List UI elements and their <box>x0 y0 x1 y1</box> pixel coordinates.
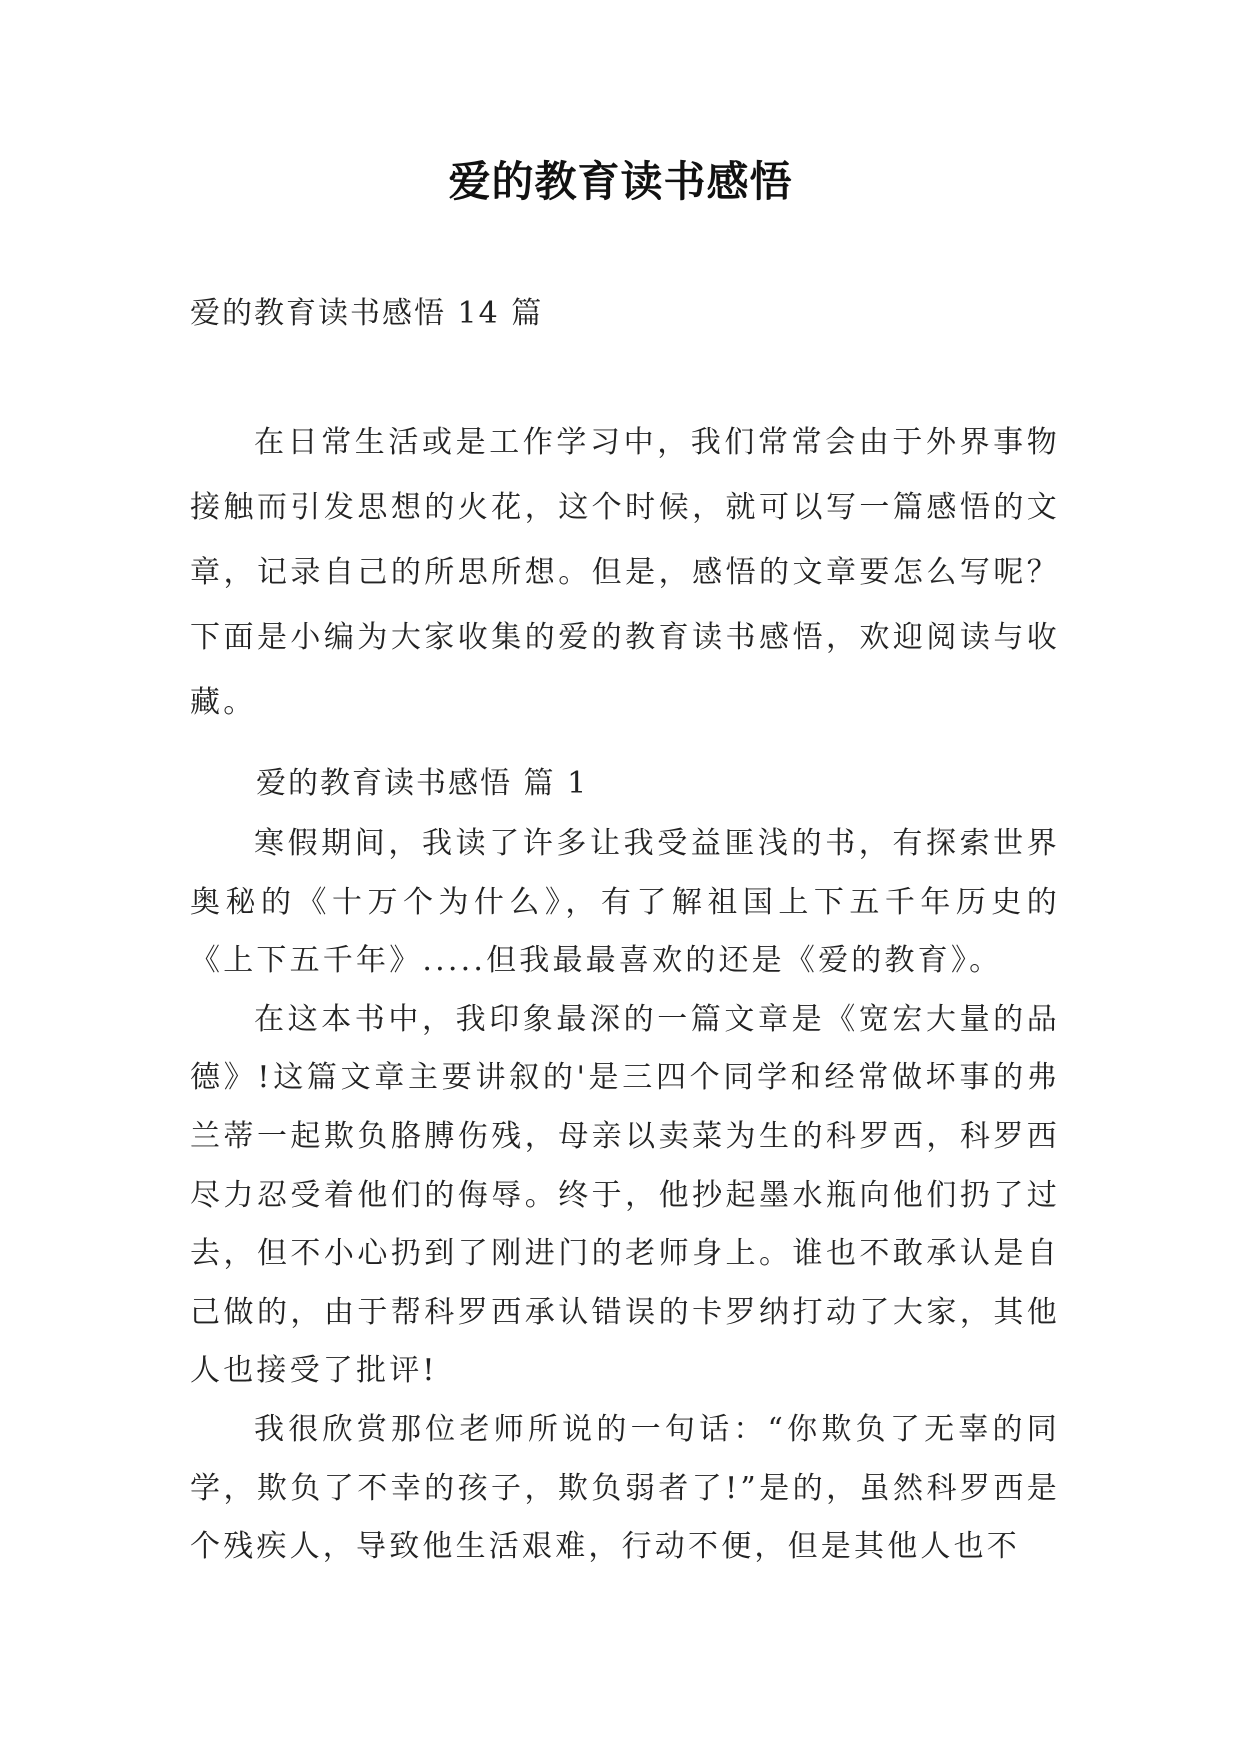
intro-paragraph: 在日常生活或是工作学习中，我们常常会由于外界事物接触而引发思想的火花，这个时候，就可以写一篇感悟的文章，记录自己的所思所想。但是，感悟的文章要怎么写呢？下面是小编为大家收集的爱的教育读书感悟，欢迎阅读与收藏。 <box>190 425 1060 720</box>
section-heading: 爱的教育读书感悟 篇 1 <box>256 766 589 801</box>
body-paragraph: 寒假期间，我读了许多让我受益匪浅的书，有探索世界奥秘的《十万个为什么》，有了解祖国上下五千年历史的《上下五千年》.....但我最最喜欢的还是《爱的教育》。 <box>190 826 1060 979</box>
section-body <box>190 815 1060 1577</box>
body-paragraph: 在这本书中，我印象最深的一篇文章是《宽宏大量的品德》!这篇文章主要讲叙的'是三四个同学和经常做坏事的弗兰蒂一起欺负胳膊伤残，母亲以卖菜为生的科罗西，科罗西尽力忍受着他们的侮辱。终于，他抄起墨水瓶向他们扔了过去，但不小心扔到了刚进门的老师身上。谁也不敢承认是自己做的，由于帮科罗西承认错误的卡罗纳打动了大家，其他人也接受了批评! <box>190 1001 1060 1389</box>
document-subtitle: 爱的教育读书感悟 14 篇 <box>190 296 544 331</box>
document-title: 爱的教育读书感悟 <box>448 157 793 206</box>
body-paragraph: 我很欣赏那位老师所说的一句话：“你欺负了无辜的同学，欺负了不幸的孩子，欺负弱者了!”是的，虽然科罗西是个残疾人，导致他生活艰难，行动不便，但是其他人也不 <box>190 1411 1060 1565</box>
